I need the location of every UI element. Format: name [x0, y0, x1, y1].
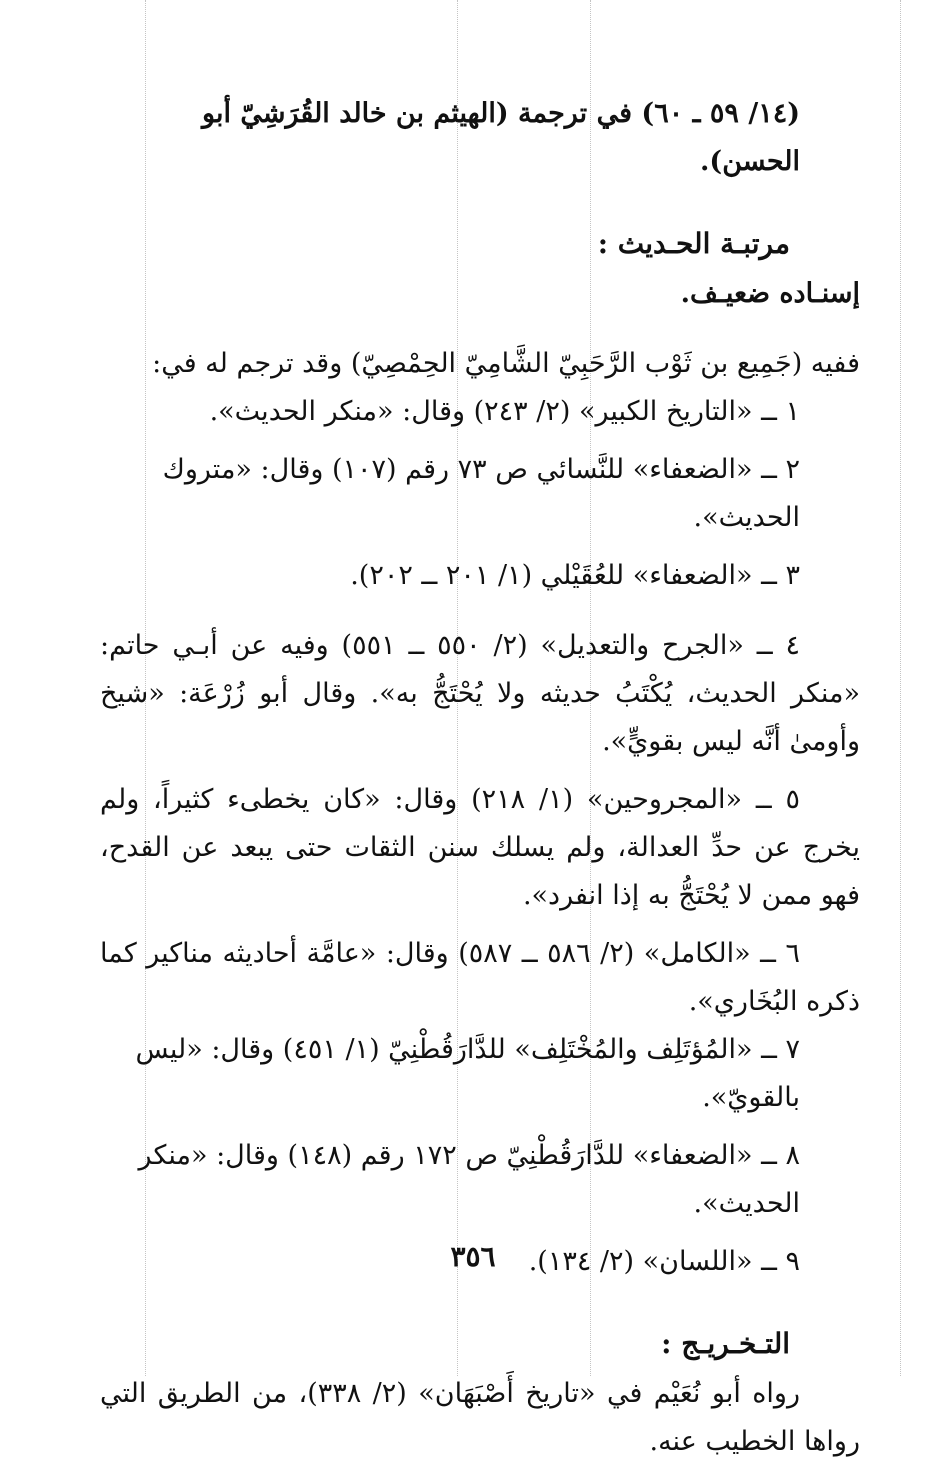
rank-text: إسنـاده ضعيـف. [680, 278, 860, 309]
source-item-9: ٩ ــ «اللسان» (٢/ ١٣٤). [528, 1246, 800, 1277]
source-item-3: ٣ ــ «الضعفاء» للعُقَيْلي (١/ ٢٠١ ــ ٢٠٢). [350, 560, 800, 591]
source-item-7: ٧ ــ «المُؤتَلِف والمُخْتَلِف» للدَّارَقُطْنِيّ (١/ ٤٥١) وقال: «ليس بالقويّ». [135, 1034, 800, 1113]
source-item-8: ٨ ــ «الضعفاء» للدَّارَقُطْنِيّ ص ١٧٢ رقم (١٤٨) وقال: «منكر الحديث». [138, 1140, 800, 1219]
fold-line [900, 0, 901, 1376]
source-item-5: ٥ ــ «المجروحين» (١/ ٢١٨) وقال: «كان يخطىء كثيراً، ولم يخرج عن حدِّ العدالة، ولم يسلك سنن الثقات حتى يبعد عن القدح، فهو ممن لا يُحْتَجُّ به إذا انفرد». [100, 784, 860, 911]
narrator-line: ففيه (جَمِيع بن ثَوْب الرَّحَبِيّ الشَّامِيّ الحِمْصِيّ) وقد ترجم له في: [152, 348, 860, 379]
source-item-4: ٤ ــ «الجرح والتعديل» (٢/ ٥٥٠ ــ ٥٥١) وفيه عن أبـي حاتم: «منكر الحديث، يُكْتَبُ حديثه ولا يُحْتَجُّ به». وقال أبو زُرْعَة: «شيخ وأومىٰ أنَّه ليس بقويٍّ». [100, 630, 860, 757]
page-number: ٣٥٦ [450, 1240, 496, 1273]
source-item-6: ٦ ــ «الكامل» (٢/ ٥٨٦ ــ ٥٨٧) وقال: «عامَّة أحاديثه مناكير كما ذكره البُخَاري». [100, 938, 860, 1017]
rank-heading: مرتبـة الحـديث : [597, 227, 790, 260]
source-item-1: ١ ــ «التاريخ الكبير» (٢/ ٢٤٣) وقال: «منكر الحديث». [209, 396, 800, 427]
source-item-2: ٢ ــ «الضعفاء» للنَّسائي ص ٧٣ رقم (١٠٧) وقال: «متروك الحديث». [162, 454, 800, 533]
takhrij-text: رواه أبو نُعَيْم في «تاريخ أَصْبَهَان» (٢/ ٣٣٨)، من الطريق التي رواها الخطيب عنه. [100, 1378, 860, 1457]
intro-line: (١٤/ ٥٩ ـ ٦٠) في ترجمة (الهيثم بن خالد القُرَشِيّ أبو الحسن). [202, 98, 800, 177]
takhrij-heading: التـخـريـج : [661, 1327, 790, 1360]
